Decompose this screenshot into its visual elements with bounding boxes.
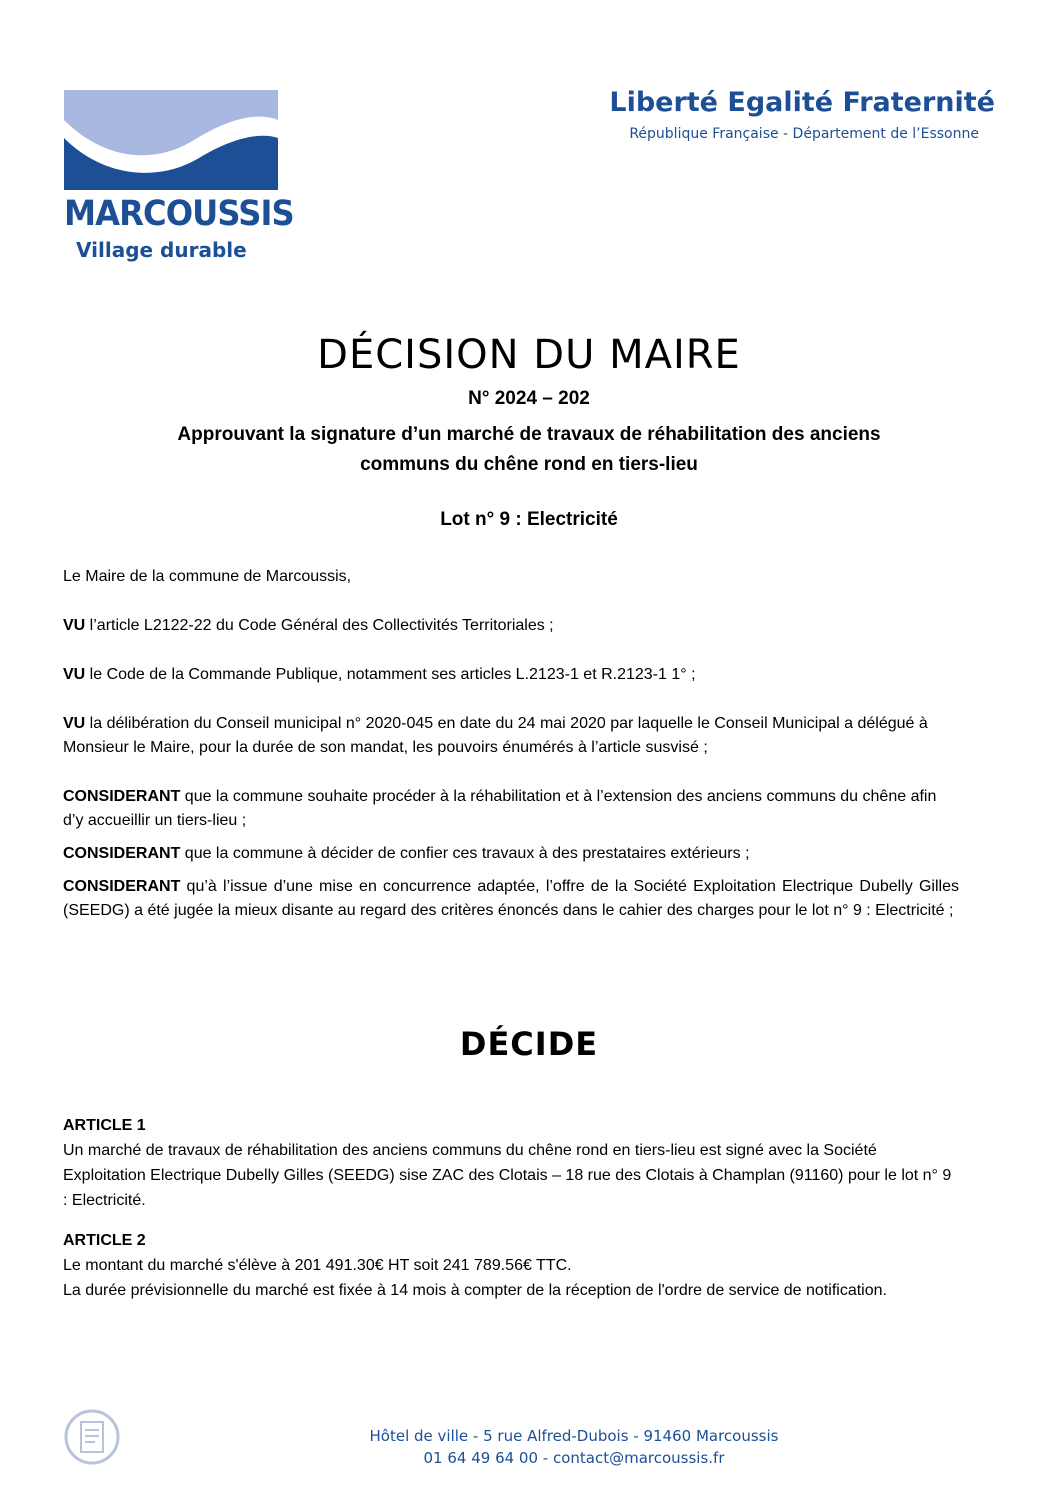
subject-line-2: communs du chêne rond en tiers-lieu: [360, 454, 698, 475]
vu-keyword: VU: [63, 715, 86, 732]
vu-text: le Code de la Commande Publique, notamment ses articles L.2123-1 et R.2123-1 1° ;: [85, 666, 696, 683]
vu-paragraph-3: [63, 712, 959, 760]
considerant-keyword: CONSIDERANT: [63, 788, 181, 805]
vu-text: la délibération du Conseil municipal n° 2020-045 en date du 24 mai 2020 par laquelle le Conseil Municipal a délégué à Monsieur le Maire, pour la durée de son mandat, les pouvoirs énumérés à l’article susvisé ;: [63, 715, 928, 756]
decide-heading: DÉCIDE: [459, 1025, 599, 1063]
vu-paragraph-1: [63, 614, 959, 638]
articles-section: [63, 1113, 959, 1303]
considerant-text: que la commune souhaite procéder à la réhabilitation et à l’extension des anciens communs du chêne afin d’y accueillir un tiers-lieu ;: [63, 788, 937, 829]
footer: [0, 1425, 1058, 1469]
considerant-text: qu’à l’issue d’une mise en concurrence adaptée, l’offre de la Société Exploitation Electrique Dubelly Gilles (SEEDG) a été jugée la mieux disante au regard des critères énoncés dans le cahier des charges pour le lot n° 9 : Electricité ;: [63, 878, 959, 919]
article-2-title: ARTICLE 2: [63, 1232, 146, 1249]
logo-tagline: Village durable: [76, 238, 247, 262]
article-2-line-1: Le montant du marché s'élève à 201 491.30€ HT soit 241 789.56€ TTC.: [63, 1257, 572, 1274]
considerant-paragraph-2: [63, 842, 959, 866]
decision-number: N° 2024 – 202: [468, 388, 590, 409]
footer-contact: 01 64 49 64 00 - contact@marcoussis.fr: [423, 1449, 725, 1467]
republic-motto: Liberté Egalité Fraternité: [609, 87, 995, 118]
considerant-keyword: CONSIDERANT: [63, 845, 181, 862]
considerant-text: que la commune à décider de confier ces travaux à des prestataires extérieurs ;: [180, 845, 750, 862]
article-1-text: Un marché de travaux de réhabilitation des anciens communs du chêne rond en tiers-lieu est signé avec la Société Exploitation Electrique Dubelly Gilles (SEEDG) sise ZAC des Clotais – 18 rue des Clotais à Champlan (91160) pour le lot n° 9 : Electricité.: [63, 1142, 952, 1209]
vu-paragraph-2: [63, 663, 959, 687]
marcoussis-logo: [64, 90, 294, 262]
considerant-keyword: CONSIDERANT: [63, 878, 181, 895]
decision-body: [63, 565, 959, 923]
footer-address: Hôtel de ville - 5 rue Alfred-Dubois - 91460 Marcoussis: [369, 1427, 779, 1445]
vu-text: l’article L2122-22 du Code Général des Collectivités Territoriales ;: [85, 617, 554, 634]
considerant-paragraph-3: [63, 875, 959, 923]
considerant-paragraph-1: [63, 785, 959, 833]
subject-line-1: Approuvant la signature d’un marché de travaux de réhabilitation des anciens: [177, 424, 881, 445]
article-2-line-2: La durée prévisionnelle du marché est fixée à 14 mois à compter de la réception de l'ordre de service de notification.: [63, 1282, 887, 1299]
vu-keyword: VU: [63, 666, 86, 683]
page-title: DÉCISION DU MAIRE: [317, 332, 741, 378]
republic-subtitle: République Française - Département de l’Essonne: [629, 126, 979, 142]
vu-keyword: VU: [63, 617, 86, 634]
article-1-title: ARTICLE 1: [63, 1117, 146, 1134]
lot-heading: Lot n° 9 : Electricité: [440, 509, 618, 530]
decision-subject: [100, 420, 958, 480]
logo-name: MARCOUSSIS: [64, 194, 294, 234]
intro-paragraph: Le Maire de la commune de Marcoussis,: [63, 568, 352, 585]
